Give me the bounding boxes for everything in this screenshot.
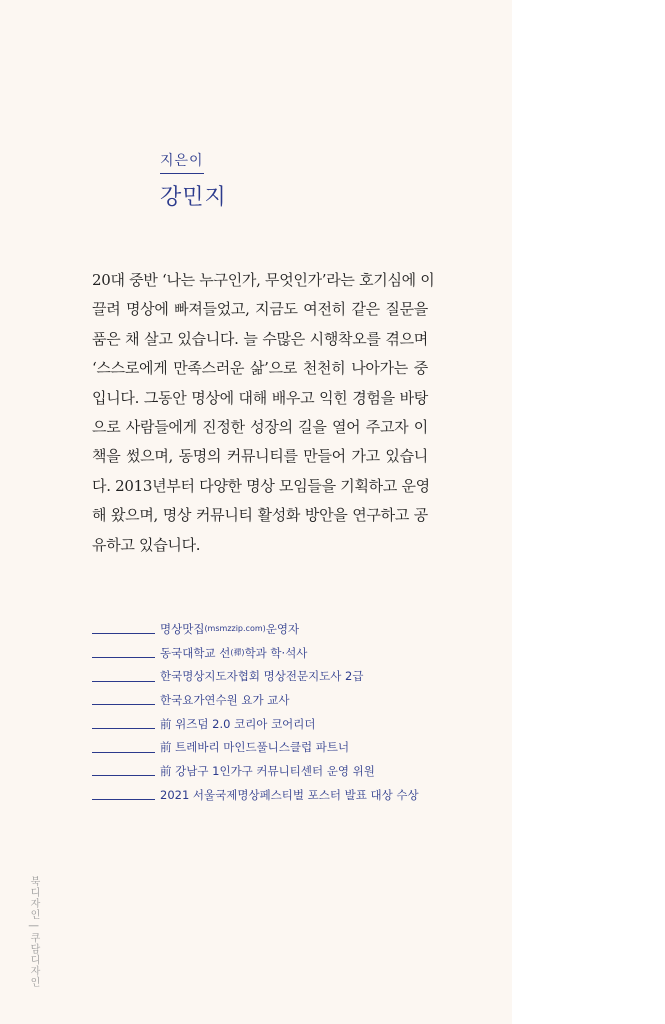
credential-text: 前 위즈덤 2.0 코리아 코어리더 bbox=[160, 716, 316, 731]
credential-rule bbox=[92, 752, 155, 753]
credential-item bbox=[92, 688, 419, 712]
credential-rule bbox=[92, 657, 155, 658]
bio-line: 으로 사람들에게 진정한 성장의 길을 열어 주고자 이 bbox=[92, 418, 428, 437]
credential-text: 한국명상지도자협회 명상전문지도사 2급 bbox=[160, 669, 364, 684]
bio-line: 유하고 있습니다. bbox=[92, 535, 201, 554]
book-design-credit: 북디자인 | 쿠담디자인 bbox=[28, 876, 39, 988]
author-biography bbox=[92, 266, 435, 560]
author-label: 지은이 bbox=[160, 150, 204, 174]
bio-line: 20대 중반 ‘나는 누구인가, 무엇인가’라는 호기심에 이 bbox=[92, 271, 435, 289]
credentials-list bbox=[92, 617, 419, 807]
credential-rule bbox=[92, 728, 155, 729]
credential-rule bbox=[92, 633, 155, 634]
credential-item bbox=[92, 641, 419, 665]
credential-item bbox=[92, 617, 419, 641]
author-name: 강민지 bbox=[160, 185, 227, 210]
credential-item bbox=[92, 664, 419, 688]
credential-rule bbox=[92, 799, 155, 800]
bio-line: 품은 채 살고 있습니다. 늘 수많은 시행착오를 겪으며 bbox=[92, 329, 428, 348]
credential-item bbox=[92, 759, 419, 783]
credential-rule bbox=[92, 681, 155, 682]
credential-text: 前 트레바리 마인드풀니스클럽 파트너 bbox=[160, 740, 350, 755]
bio-line: 입니다. 그동안 명상에 대해 배우고 익힌 경험을 바탕 bbox=[92, 388, 428, 407]
credential-text: 2021 서울국제명상페스티벌 포스터 발표 대상 수상 bbox=[160, 787, 419, 802]
credential-website: (msmzzip.com) bbox=[204, 624, 266, 634]
credential-rule bbox=[92, 775, 155, 776]
credential-text-suffix: 학과 학·석사 bbox=[244, 645, 308, 660]
bio-line: 책을 썼으며, 동명의 커뮤니티를 만들어 가고 있습니 bbox=[92, 447, 428, 466]
credential-rule bbox=[92, 704, 155, 705]
bio-line: 끌려 명상에 빠져들었고, 지금도 여전히 같은 질문을 bbox=[92, 300, 428, 319]
credential-hanja: (禪) bbox=[230, 648, 245, 658]
credential-item bbox=[92, 783, 419, 807]
bio-line: 해 왔으며, 명상 커뮤니티 활성화 방안을 연구하고 공 bbox=[92, 506, 428, 525]
credential-item bbox=[92, 712, 419, 736]
credential-text: 한국요가연수원 요가 교사 bbox=[160, 692, 290, 707]
credential-text: 명상맛집 bbox=[160, 621, 205, 636]
bio-line: 다. 2013년부터 다양한 명상 모임들을 기획하고 운영 bbox=[92, 476, 430, 495]
credential-text: 동국대학교 선 bbox=[160, 645, 231, 660]
credential-text-suffix: 운영자 bbox=[265, 621, 300, 636]
bio-line: ‘스스로에게 만족스러운 삶’으로 천천히 나아가는 중 bbox=[92, 359, 428, 378]
credential-item bbox=[92, 735, 419, 759]
credential-text: 前 강남구 1인가구 커뮤니티센터 운영 위원 bbox=[160, 763, 375, 778]
